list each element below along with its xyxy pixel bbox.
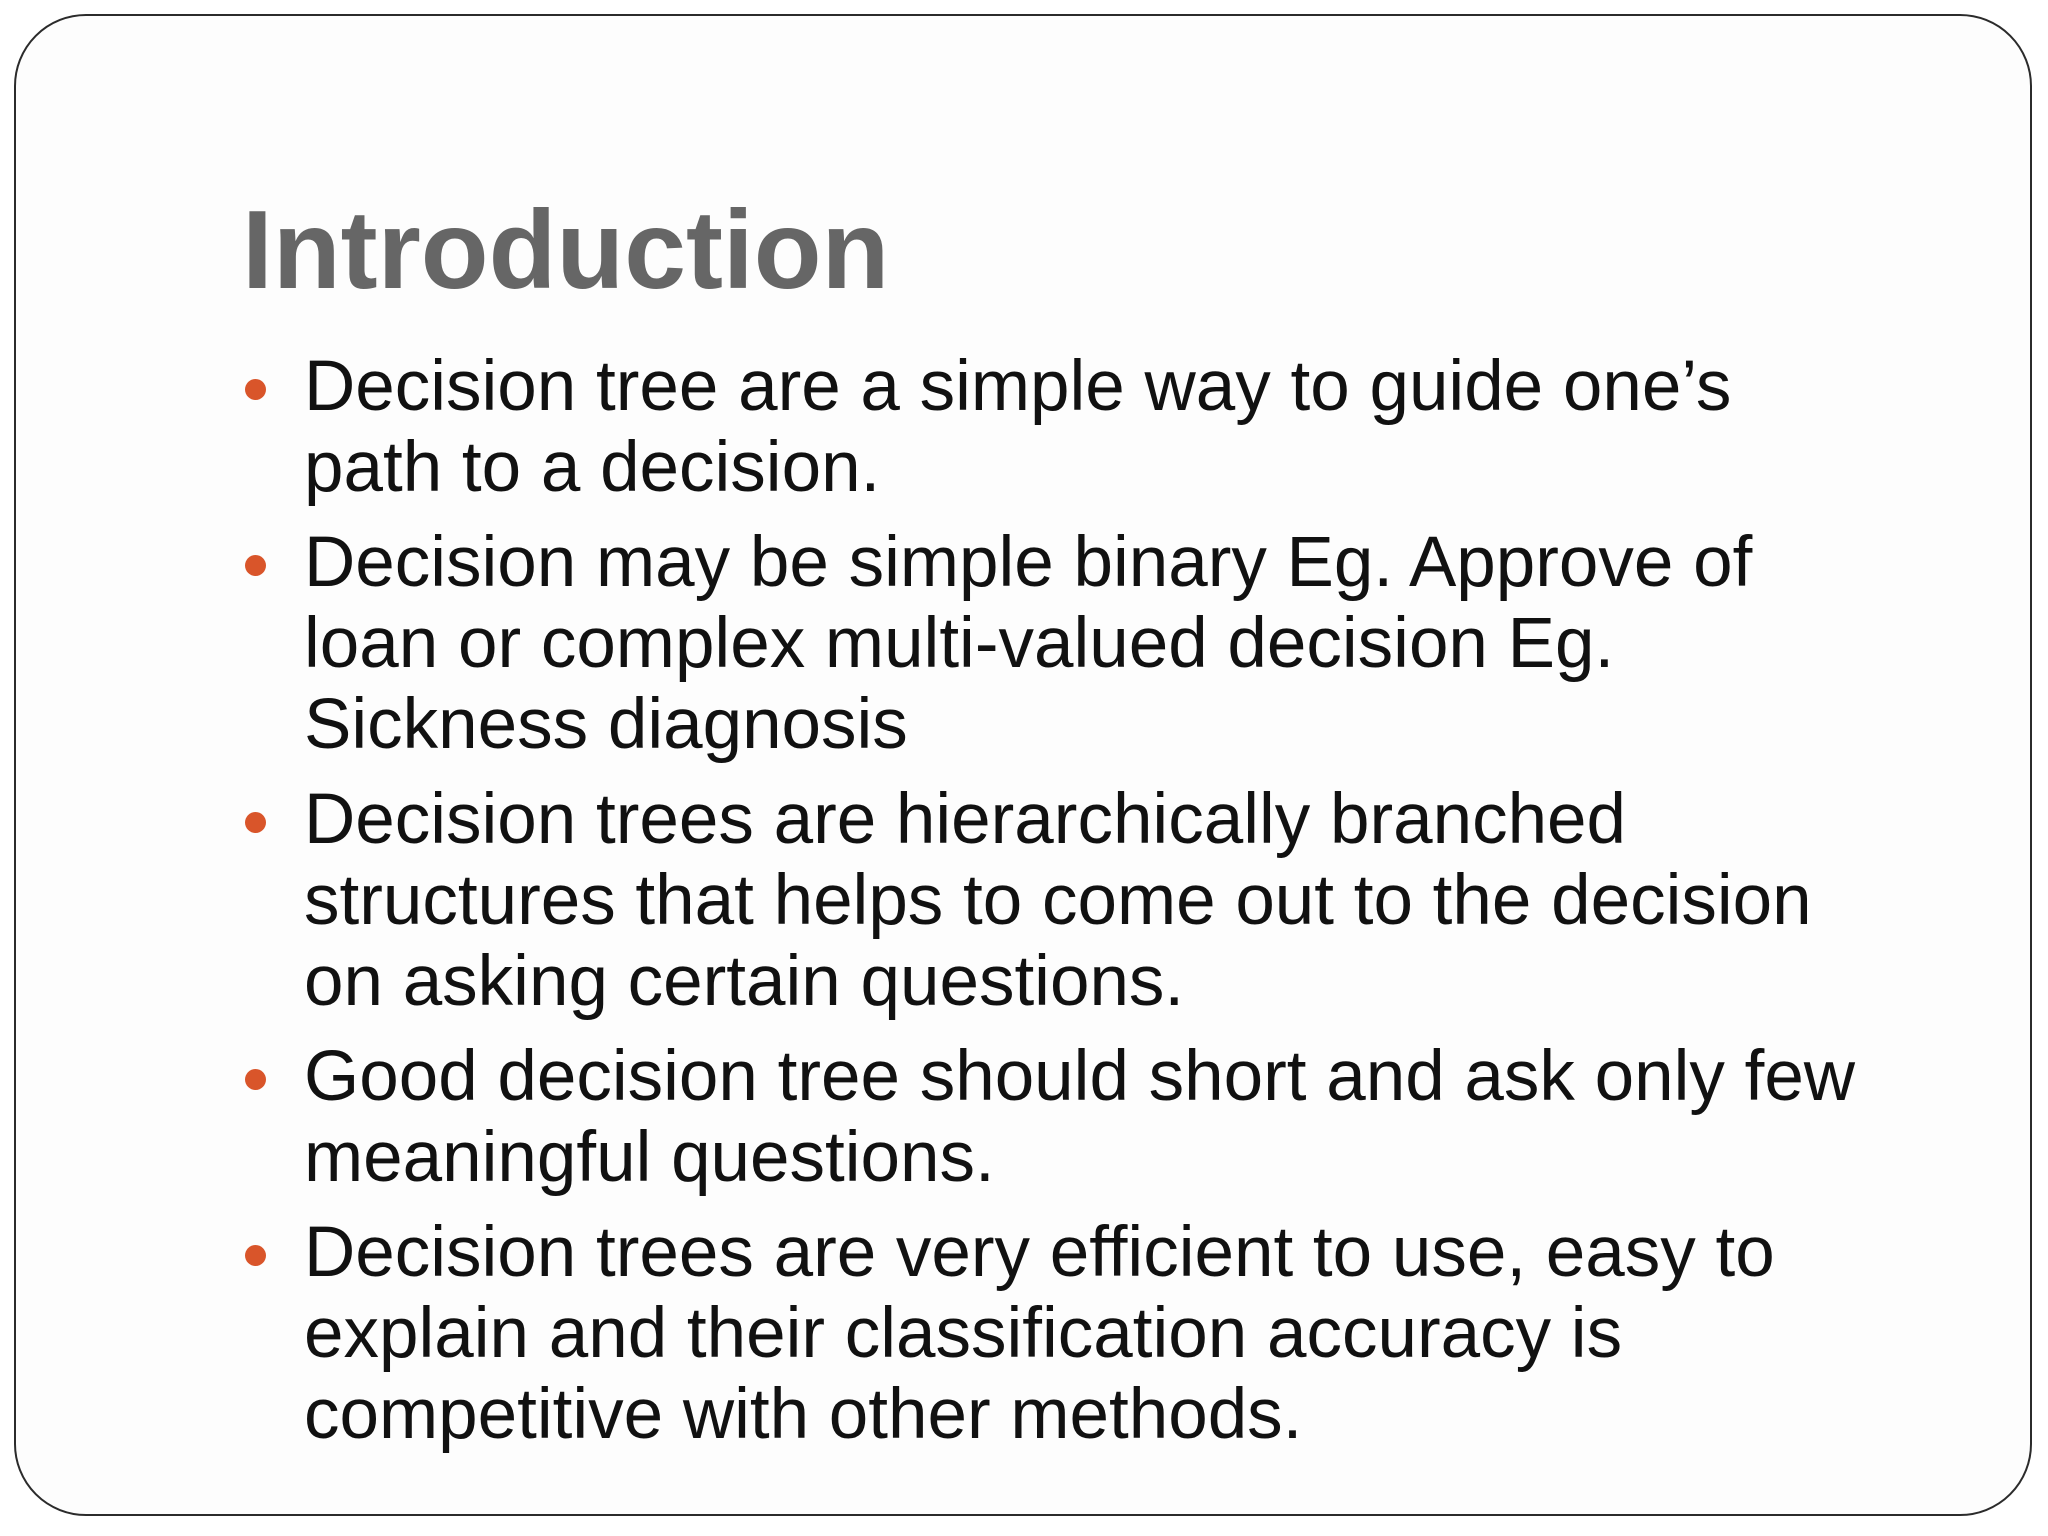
bullet-text: Decision trees are very efficient to use, easy to explain and their classification accuracy is competitive with other methods. bbox=[304, 1213, 1775, 1454]
bullet-dot-icon bbox=[245, 1069, 266, 1090]
bullet-text: Decision may be simple binary Eg. Approve of loan or complex multi-valued decision Eg. Sickness diagnosis bbox=[304, 523, 1753, 764]
bullet-text: Decision trees are hierarchically branched structures that helps to come out to the decision on asking certain questions. bbox=[304, 780, 1812, 1021]
bullet-item bbox=[242, 346, 1942, 508]
bullet-text: Good decision tree should short and ask only few meaningful questions. bbox=[304, 1037, 1856, 1197]
bullet-item bbox=[242, 1036, 1942, 1198]
bullet-dot-icon bbox=[245, 1245, 266, 1266]
bullet-dot-icon bbox=[245, 555, 266, 576]
slide-title: Introduction bbox=[242, 188, 890, 312]
bullet-item bbox=[242, 1212, 1942, 1455]
bullet-text: Decision tree are a simple way to guide one’s path to a decision. bbox=[304, 347, 1732, 507]
bullet-dot-icon bbox=[245, 379, 266, 400]
bullet-dot-icon bbox=[245, 812, 266, 833]
slide-frame bbox=[14, 14, 2032, 1516]
bullet-item bbox=[242, 522, 1942, 765]
bullet-list bbox=[242, 346, 1942, 1469]
bullet-item bbox=[242, 779, 1942, 1022]
